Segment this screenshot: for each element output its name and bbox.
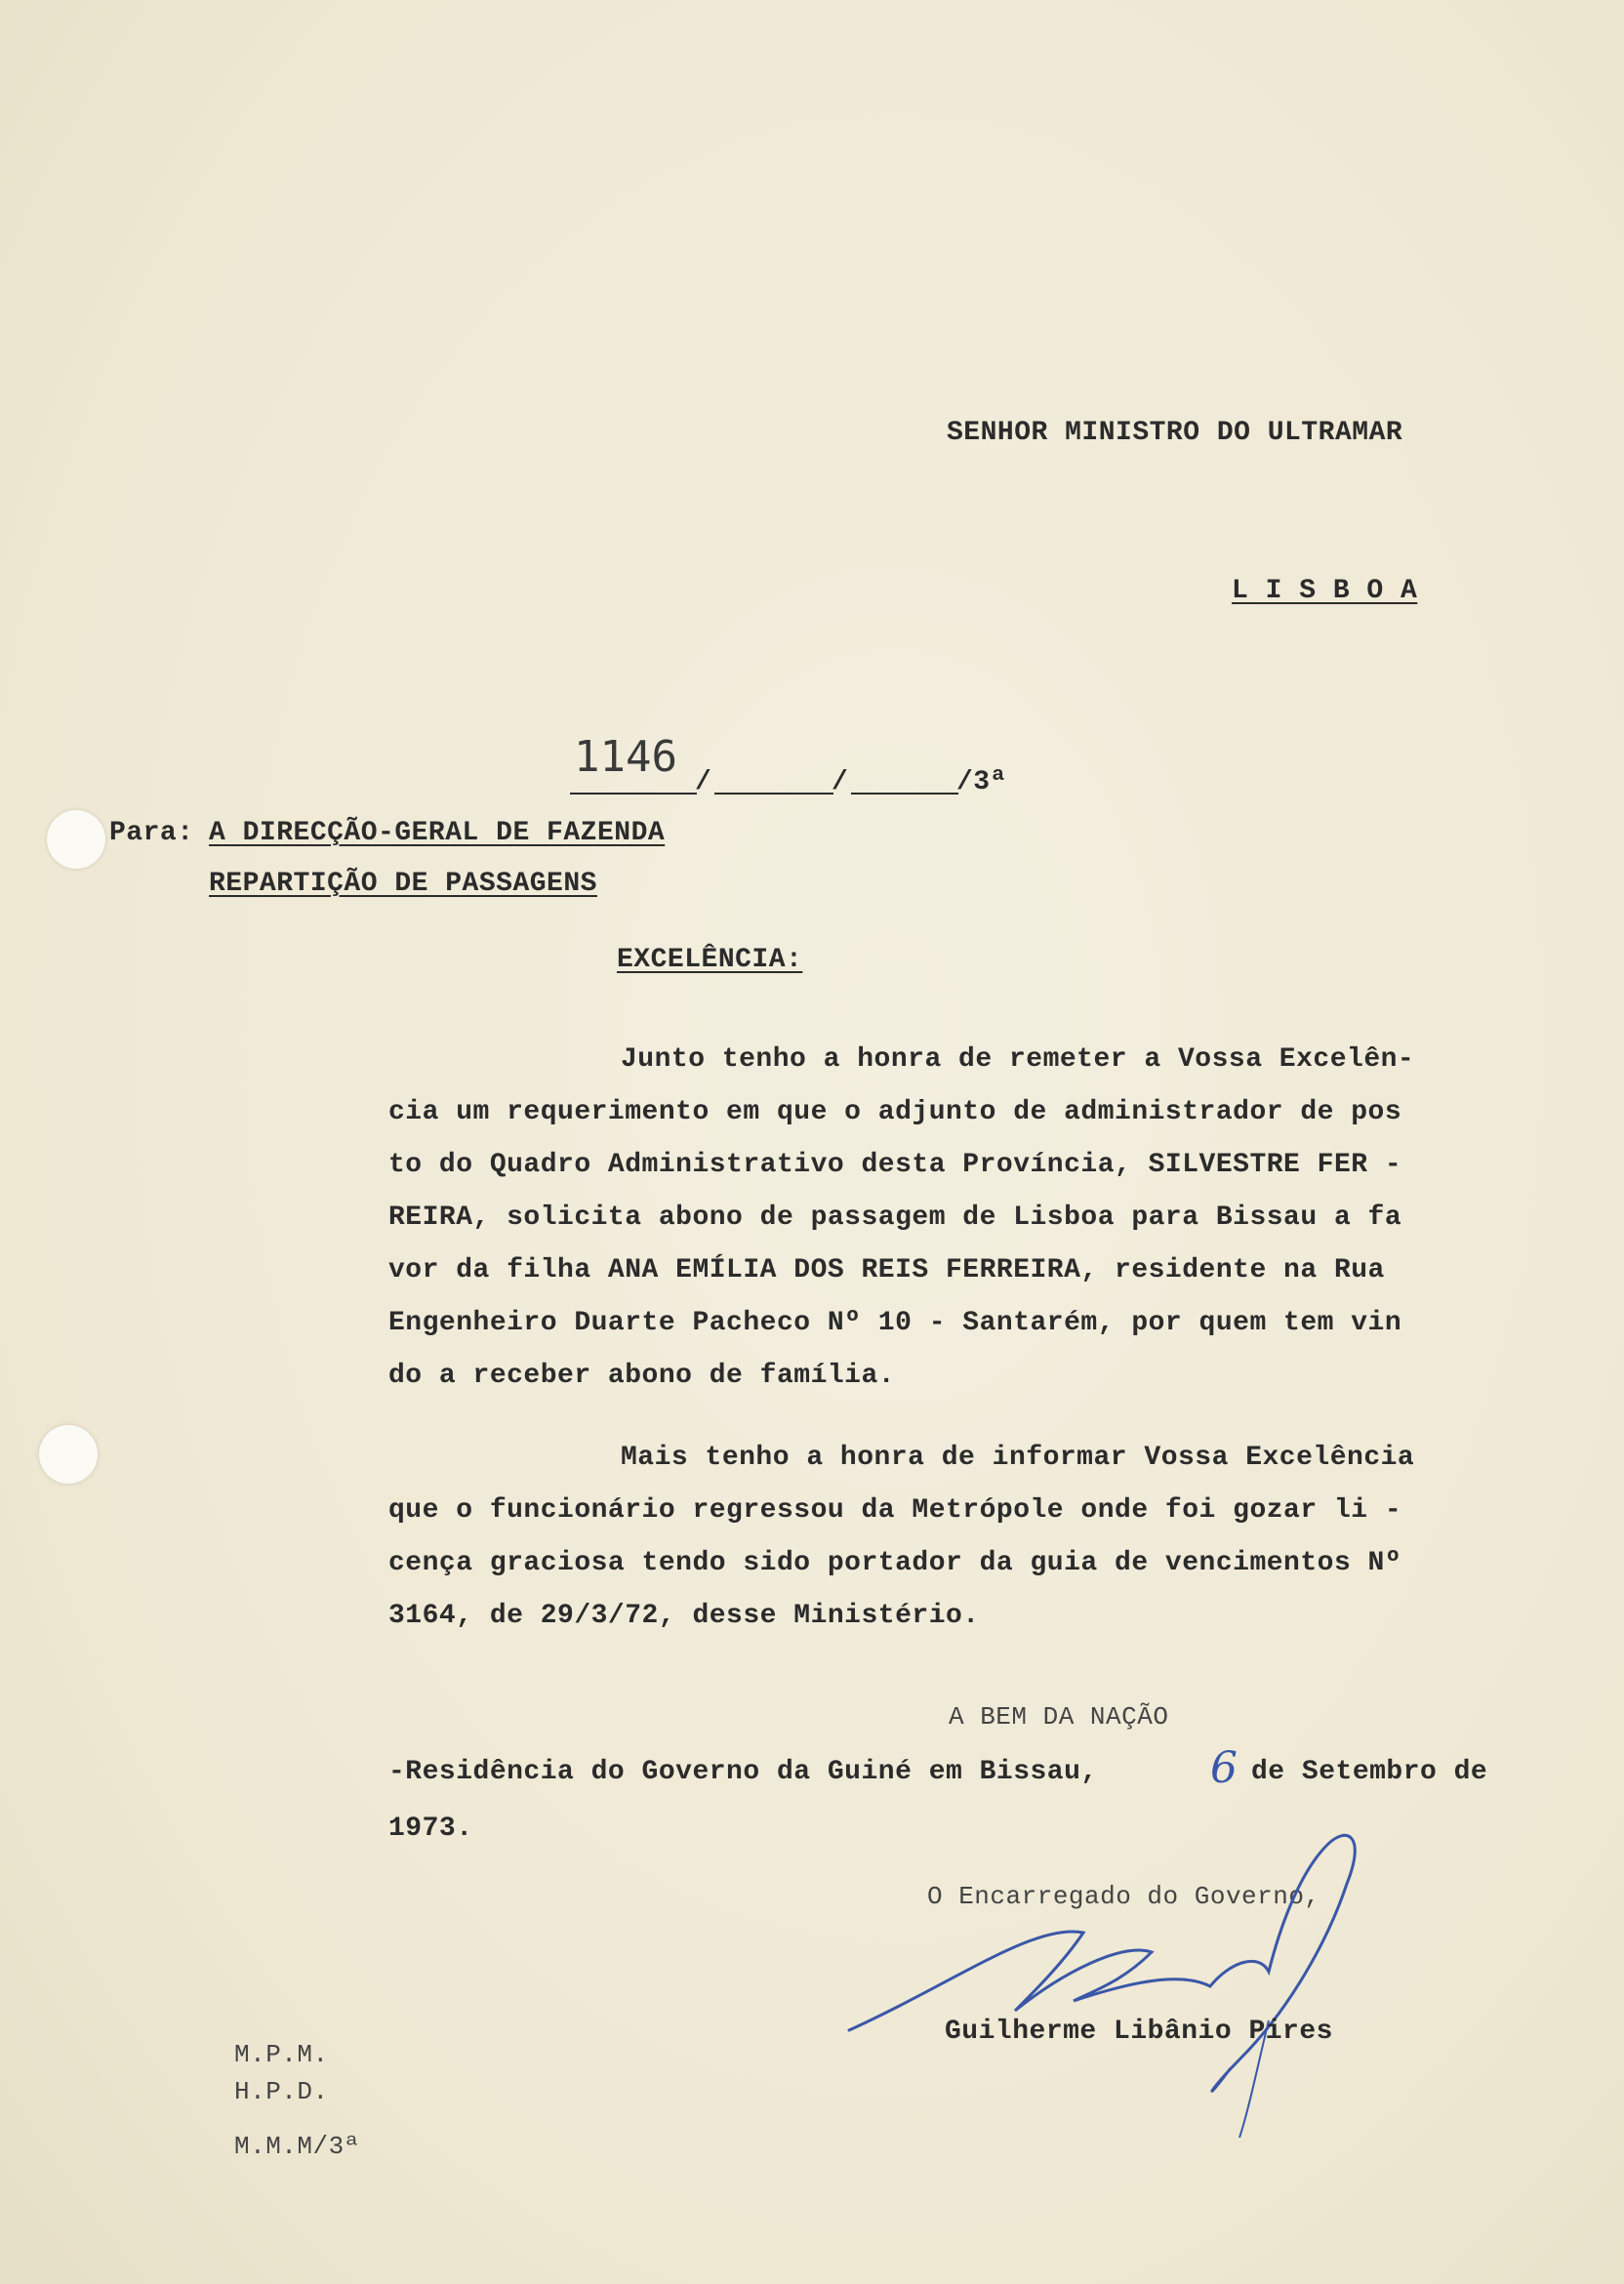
reference-number: 1146	[574, 732, 677, 782]
paragraph2-line: que o funcionário regressou da Metrópole onde foi gozar li -	[388, 1495, 1402, 1526]
addressee-city: L I S B O A	[1232, 576, 1418, 606]
signature-stroke	[849, 1835, 1355, 2091]
signatory-name: Guilherme Libânio Pires	[945, 2017, 1333, 2047]
signatory-title: O Encarregado do Governo,	[927, 1882, 1320, 1911]
paragraph1-line: do a receber abono de família.	[388, 1361, 896, 1391]
paragraph1-line: to do Quadro Administrativo desta Província, SILVESTRE FER -	[388, 1150, 1402, 1180]
paragraph2-line: cença graciosa tendo sido portador da guia de vencimentos Nº	[388, 1548, 1402, 1578]
initials-line: H.P.D.	[234, 2077, 329, 2106]
punch-hole-bottom	[39, 1425, 98, 1484]
salutation: EXCELÊNCIA:	[617, 945, 803, 975]
recipient-line2: REPARTIÇÃO DE PASSAGENS	[209, 869, 597, 899]
closing-place: -Residência do Governo da Guiné em Bissau,	[388, 1757, 1098, 1787]
paragraph1-line: Engenheiro Duarte Pacheco Nº 10 - Santarém, por quem tem vin	[388, 1308, 1402, 1338]
closing-year: 1973.	[388, 1814, 473, 1844]
reference-suffix: /3ª	[956, 767, 1007, 797]
paragraph1-line: vor da filha ANA EMÍLIA DOS REIS FERREIRA, residente na Rua	[388, 1255, 1385, 1285]
closing-motto: A BEM DA NAÇÃO	[949, 1702, 1169, 1732]
punch-hole-top	[47, 810, 105, 869]
ref-blank-3	[851, 793, 958, 795]
ref-slash-2: /	[832, 767, 849, 797]
ref-slash-1: /	[695, 767, 712, 797]
paragraph1-line: cia um requerimento em que o adjunto de administrador de pos	[388, 1097, 1402, 1127]
paragraph2-line: Mais tenho a honra de informar Vossa Excelência	[621, 1443, 1415, 1473]
closing-day-handwritten: 6	[1210, 1743, 1238, 1793]
initials-line: M.P.M.	[234, 2040, 329, 2069]
recipient-label: Para:	[109, 818, 194, 848]
closing-month: de Setembro de	[1251, 1757, 1488, 1787]
addressee-line1: SENHOR MINISTRO DO ULTRAMAR	[947, 418, 1403, 448]
recipient-line1: A DIRECÇÃO-GERAL DE FAZENDA	[209, 818, 666, 848]
signature-scribble	[839, 1786, 1483, 2147]
paragraph1-line: REIRA, solicita abono de passagem de Lisboa para Bissau a fa	[388, 1203, 1402, 1233]
ref-blank-2	[714, 793, 833, 795]
ref-blank-1	[570, 793, 697, 795]
paragraph2-line: 3164, de 29/3/72, desse Ministério.	[388, 1601, 980, 1631]
initials-line: M.M.M/3ª	[234, 2132, 360, 2161]
paragraph1-line: Junto tenho a honra de remeter a Vossa Excelên-	[621, 1044, 1415, 1075]
